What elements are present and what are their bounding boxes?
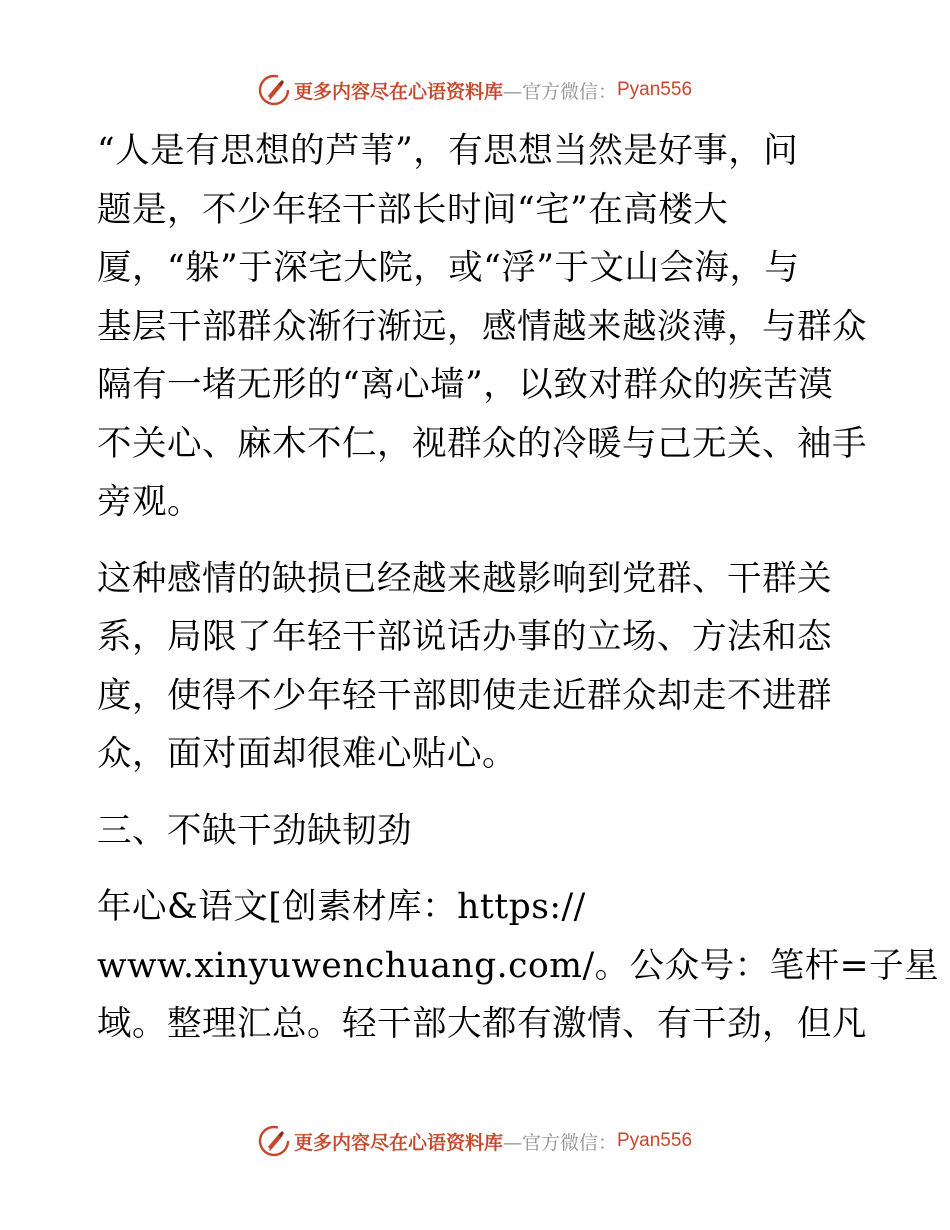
banner-wechat-id: Pyan556 <box>617 1130 693 1151</box>
pen-logo-icon <box>258 74 290 106</box>
text-line: 不关心、麻木不仁，视群众的冷暖与己无关、袖手 <box>97 423 867 464</box>
document-body <box>97 122 939 1054</box>
banner-wechat-id: Pyan556 <box>617 79 693 100</box>
paragraph-3 <box>97 878 939 1054</box>
header-watermark <box>0 70 950 110</box>
text-line: 众，面对面却很难心贴心。 <box>97 734 517 774</box>
text-line: 基层干部群众渐行渐远，感情越来越淡薄，与群众 <box>97 306 867 347</box>
paragraph-1 <box>97 122 867 532</box>
text-line: 系，局限了年轻干部说话办事的立场、方法和态 <box>97 617 832 657</box>
text-line: 这种感情的缺损已经越来越影响到党群、干群关 <box>97 558 832 599</box>
text-line: 题是，不少年轻干部长时间“宅”在高楼大 <box>97 189 729 230</box>
text-line: 旁观。 <box>97 482 202 522</box>
heading-line: 三、不缺干劲缺韧劲 <box>97 810 412 851</box>
text-line: 厦，“躲”于深宅大院，或“浮”于文山会海，与 <box>97 248 800 288</box>
text-line: 年心&语文[创素材库：https:// <box>97 887 586 927</box>
section-heading <box>97 802 857 861</box>
banner-site-name: 更多内容尽在心语资料库 <box>293 1131 503 1154</box>
text-line: “人是有思想的芦苇”，有思想当然是好事，问 <box>97 131 799 171</box>
pen-logo-icon <box>258 1125 290 1157</box>
banner-wechat-label: —官方微信： <box>502 80 617 103</box>
footer-watermark <box>0 1121 950 1161</box>
text-line: 隔有一堵无形的“离心墙”，以致对群众的疾苦漠 <box>97 365 834 405</box>
banner-wechat-label: —官方微信： <box>502 1131 617 1154</box>
banner-site-name: 更多内容尽在心语资料库 <box>293 80 503 103</box>
paragraph-2 <box>97 550 857 784</box>
text-line: 度，使得不少年轻干部即使走近群众却走不进群 <box>97 675 832 716</box>
text-line: www.xinyuwenchuang.com/。公众号：笔杆=子星 <box>97 945 939 986</box>
text-line: 域。整理汇总。轻干部大都有激情、有干劲，但凡 <box>97 1004 867 1044</box>
